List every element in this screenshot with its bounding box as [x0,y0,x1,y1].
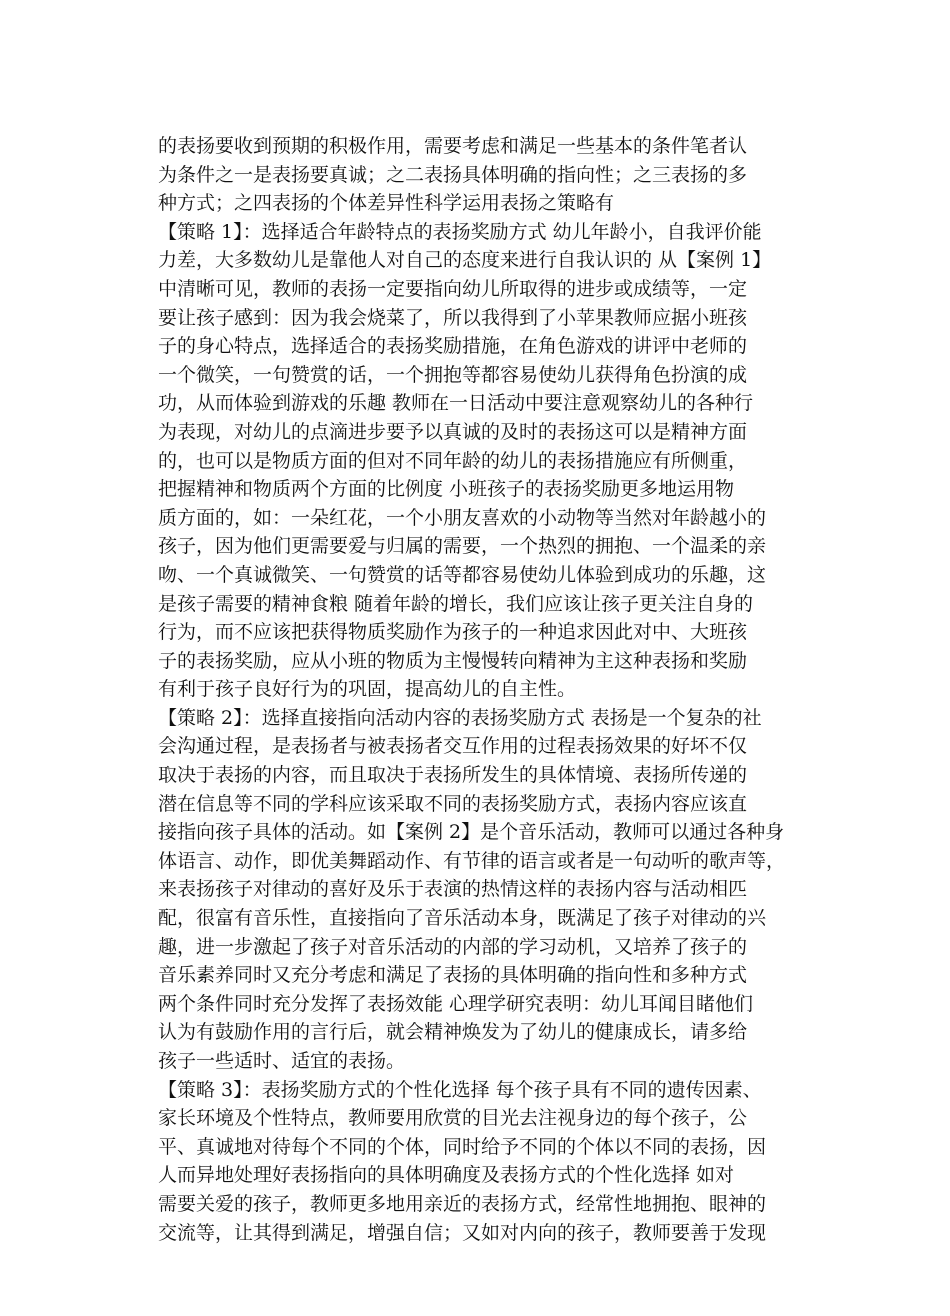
text-line: 一个微笑，一句赞赏的话，一个拥抱等都容易使幼儿获得角色扮演的成 [158,363,748,386]
text-line: 家长环境及个性特点，教师要用欣赏的目光去注视身边的每个孩子，公 [158,1107,748,1130]
text-line: 【策略 3】：表扬奖励方式的个性化选择 每个孩子具有不同的遗传因素、 [158,1078,762,1101]
text-line: 潜在信息等不同的学科应该采取不同的表扬奖励方式，表扬内容应该直 [158,792,748,815]
text-line: 【策略 1】：选择适合年龄特点的表扬奖励方式 幼儿年龄小，自我评价能 [158,220,762,243]
text-line: 接指向孩子具体的活动。如【案例 2】是个音乐活动，教师可以通过各种身 [158,821,785,844]
text-line: 来表扬孩子对律动的喜好及乐于表演的热情这样的表扬内容与活动相匹 [158,878,748,901]
text-line: 把握精神和物质两个方面的比例度 小班孩子的表扬奖励更多地运用物 [158,478,735,501]
text-line: 音乐素养同时又充分考虑和满足了表扬的具体明确的指向性和多种方式 [158,964,748,987]
text-line: 的，也可以是物质方面的但对不同年龄的幼儿的表扬措施应有所侧重， [158,449,748,472]
text-line: 为条件之一是表扬要真诚；之二表扬具体明确的指向性；之三表扬的多 [158,163,748,186]
text-line: 行为，而不应该把获得物质奖励作为孩子的一种追求因此对中、大班孩 [158,621,748,644]
text-line: 种方式；之四表扬的个体差异性科学运用表扬之策略有 [158,192,615,215]
text-line: 力差，大多数幼儿是靠他人对自己的态度来进行自我认识的 从【案例 1】 [158,249,772,272]
body-text [158,132,818,1247]
text-line: 功，从而体验到游戏的乐趣 教师在一日活动中要注意观察幼儿的各种行 [158,392,754,415]
text-line: 的表扬要收到预期的积极作用，需要考虑和满足一些基本的条件笔者认 [158,135,748,157]
text-line: 为表现，对幼儿的点滴进步要予以真诚的及时的表扬这可以是精神方面 [158,420,748,443]
text-line: 平、真诚地对待每个不同的个体，同时给予不同的个体以不同的表扬，因 [158,1135,767,1158]
text-line: 交流等，让其得到满足，增强自信；又如对内向的孩子，教师要善于发现 [158,1221,767,1244]
text-line: 需要关爱的孩子，教师更多地用亲近的表扬方式，经常性地拥抱、眼神的 [158,1192,767,1215]
text-line: 两个条件同时充分发挥了表扬效能 心理学研究表明：幼儿耳闻目睹他们 [158,992,754,1015]
text-line: 会沟通过程，是表扬者与被表扬者交互作用的过程表扬效果的好坏不仅 [158,735,748,758]
text-line: 是孩子需要的精神食粮 随着年龄的增长，我们应该让孩子更关注自身的 [158,592,754,615]
text-line: 吻、一个真诚微笑、一句赞赏的话等都容易使幼儿体验到成功的乐趣，这 [158,563,767,586]
text-line: 中清晰可见，教师的表扬一定要指向幼儿所取得的进步或成绩等，一定 [158,277,748,300]
text-line: 体语言、动作，即优美舞蹈动作、有节律的语言或者是一句动听的歌声等， [158,849,786,872]
text-line: 质方面的，如：一朵红花，一个小朋友喜欢的小动物等当然对年龄越小的 [158,506,767,529]
text-line: 要让孩子感到：因为我会烧菜了，所以我得到了小苹果教师应据小班孩 [158,306,748,329]
text-line: 孩子一些适时、适宜的表扬。 [158,1050,406,1072]
text-line: 人而异地处理好表扬指向的具体明确度及表扬方式的个性化选择 如对 [158,1164,735,1187]
text-line: 子的身心特点，选择适合的表扬奖励措施，在角色游戏的讲评中老师的 [158,335,748,358]
text-line: 有利于孩子良好行为的巩固，提高幼儿的自主性。 [158,678,577,701]
text-line: 认为有鼓励作用的言行后，就会精神焕发为了幼儿的健康成长，请多给 [158,1021,748,1044]
text-line: 取决于表扬的内容，而且取决于表扬所发生的具体情境、表扬所传递的 [158,764,748,787]
text-line: 子的表扬奖励，应从小班的物质为主慢慢转向精神为主这种表扬和奖励 [158,649,748,672]
text-line: 配，很富有音乐性，直接指向了音乐活动本身，既满足了孩子对律动的兴 [158,907,767,930]
text-line: 【策略 2】：选择直接指向活动内容的表扬奖励方式 表扬是一个复杂的社 [158,706,762,729]
text-line: 孩子，因为他们更需要爱与归属的需要，一个热烈的拥抱、一个温柔的亲 [158,535,767,558]
text-line: 趣，进一步激起了孩子对音乐活动的内部的学习动机，又培养了孩子的 [158,935,748,958]
